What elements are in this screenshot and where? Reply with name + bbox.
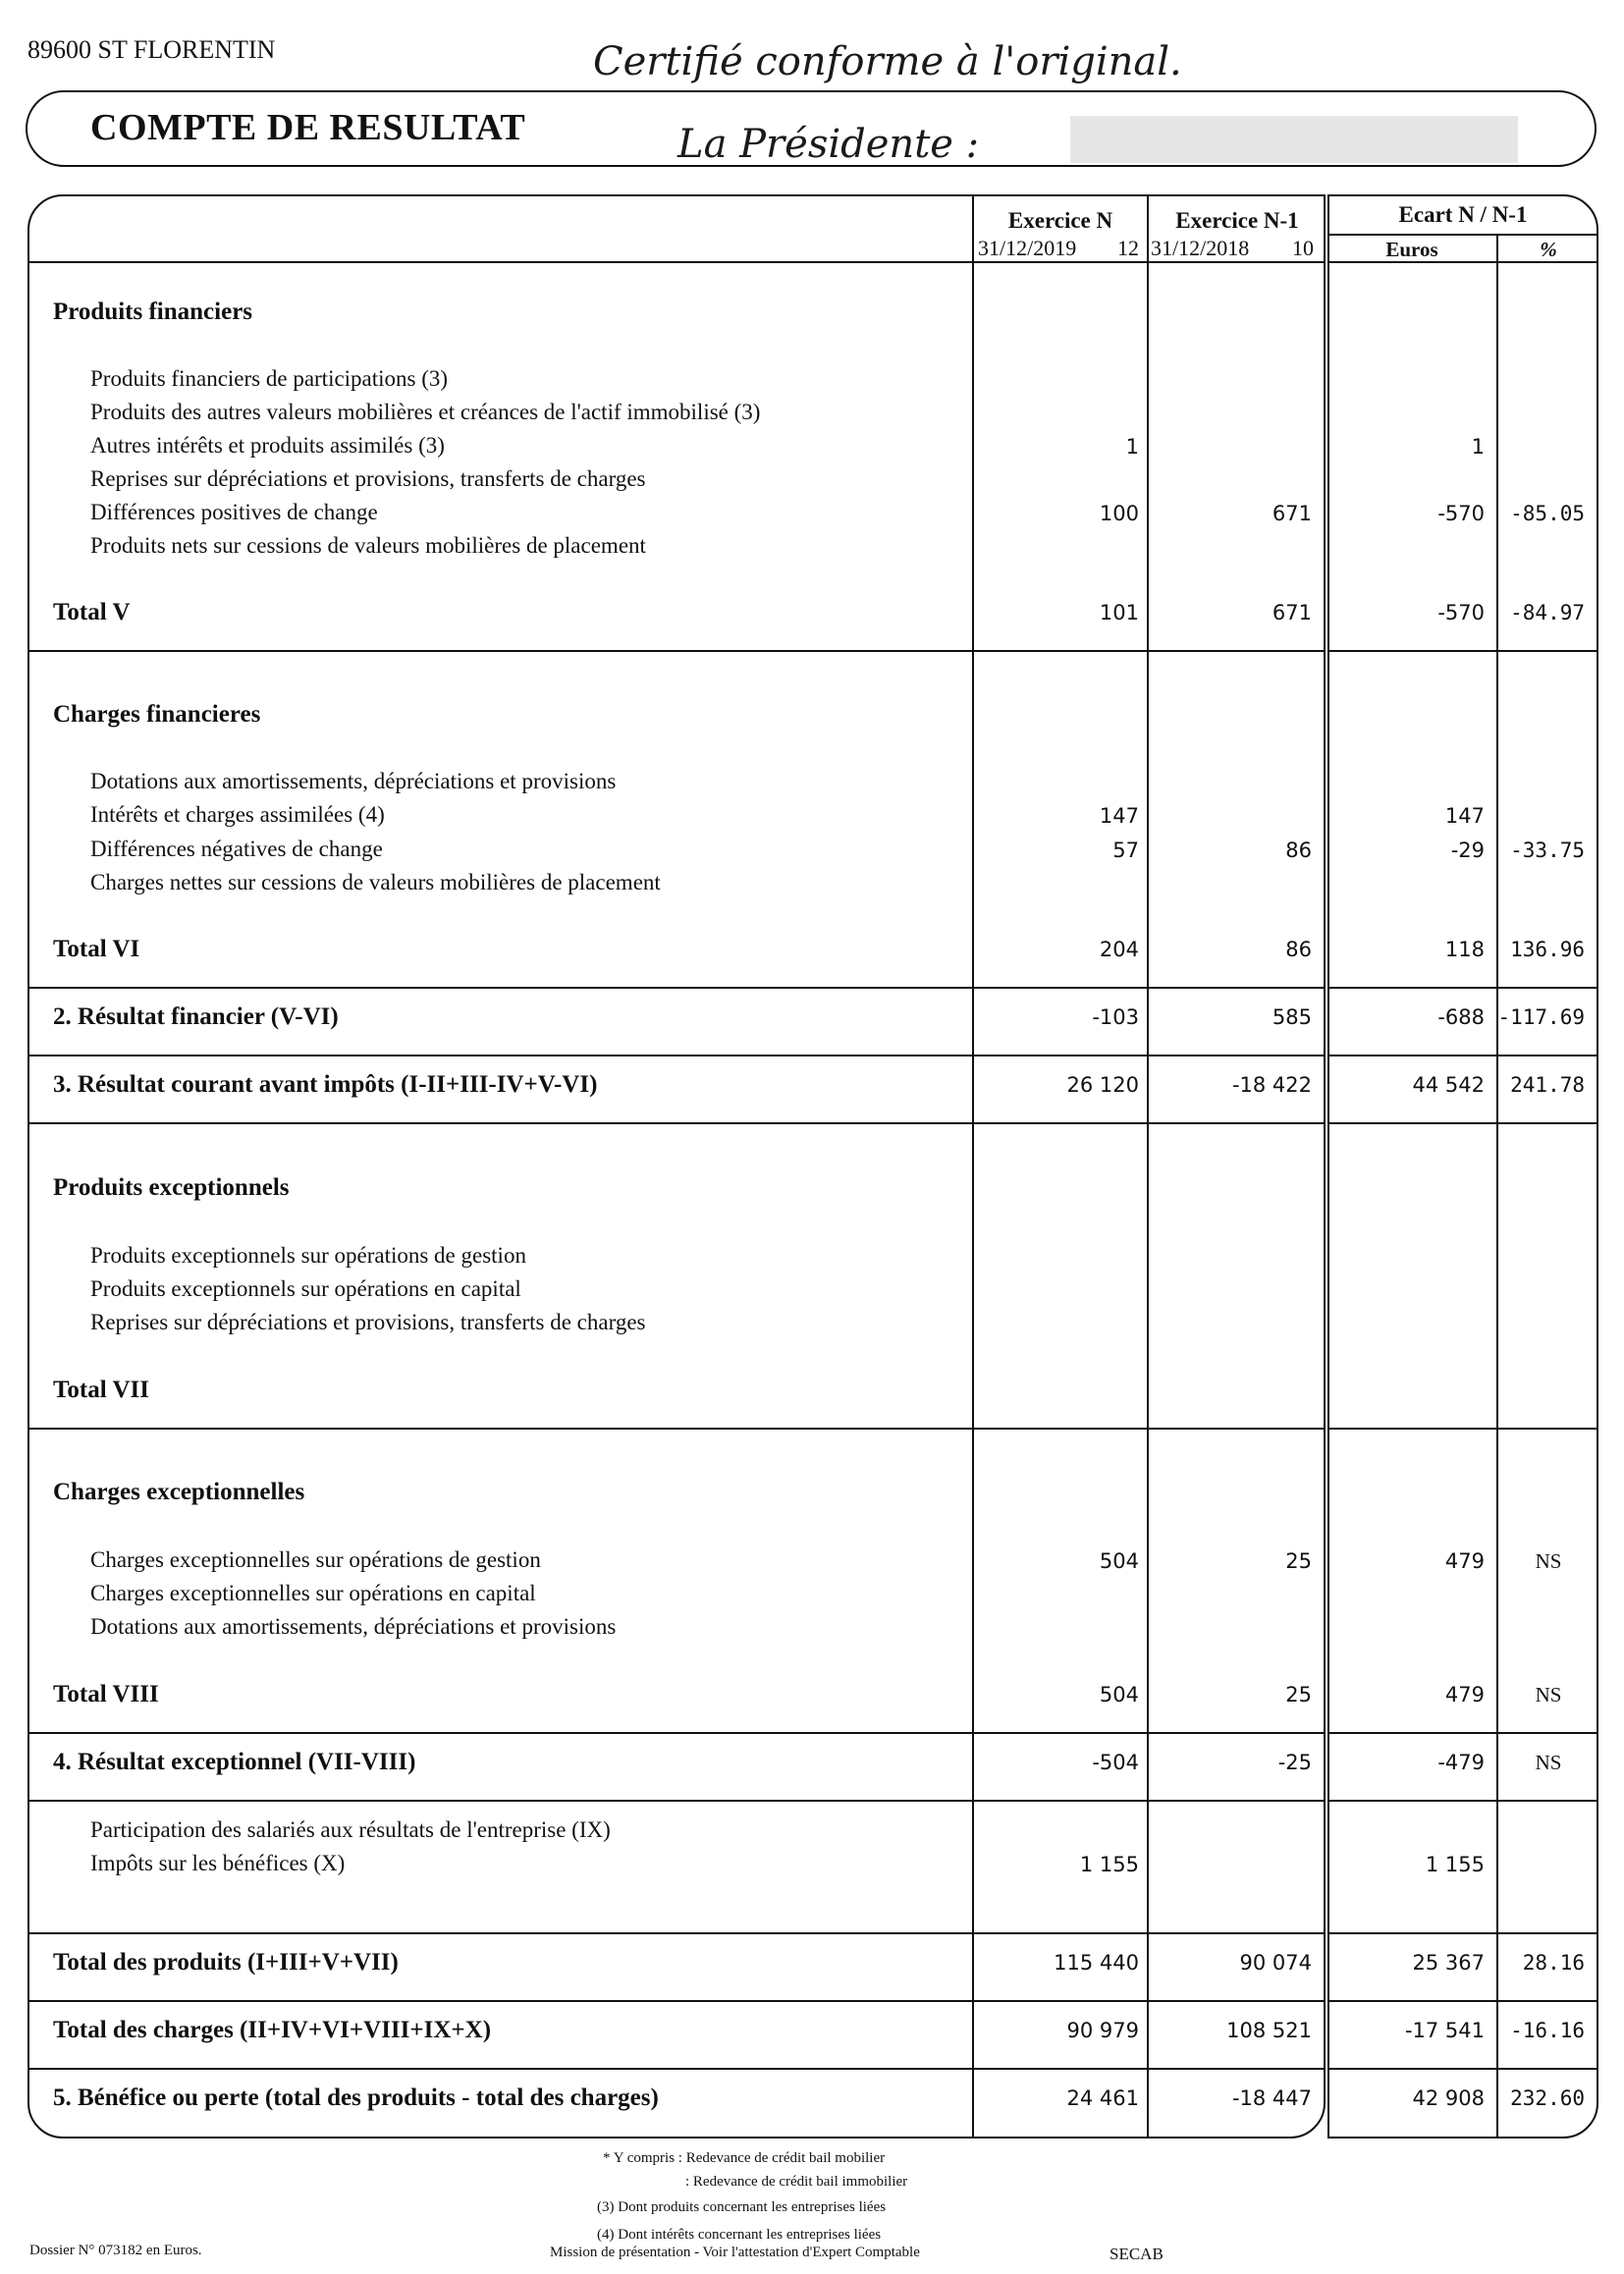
value-ecart: 25 367 [1412, 1951, 1485, 1975]
row-rule [27, 1428, 1326, 1430]
value-ecart: 147 [1444, 804, 1485, 828]
value-n: 26 120 [1066, 1073, 1139, 1097]
value-pct: -117.69 [1497, 1005, 1585, 1029]
col-header-n: Exercice N [1007, 208, 1113, 233]
total-row-label: Total V [53, 599, 131, 625]
line-item-label: Produits exceptionnels sur opérations en capital [90, 1276, 521, 1301]
line-item-label: Autres intérêts et produits assimilés (3) [90, 433, 445, 458]
section-heading: Produits exceptionnels [53, 1174, 290, 1201]
row-rule-ecart [1327, 1055, 1598, 1056]
col-header-pct: % [1540, 238, 1557, 261]
line-item-label: Charges nettes sur cessions de valeurs mobilières de placement [90, 870, 661, 894]
total-row-label: 2. Résultat financier (V-VI) [53, 1003, 339, 1030]
row-rule-ecart [1327, 1732, 1598, 1734]
value-pct: 232.60 [1510, 2086, 1585, 2110]
footer-mission: Mission de présentation - Voir l'attestation d'Expert Comptable [550, 2245, 920, 2260]
value-ecart: -17 541 [1404, 2019, 1485, 2042]
value-ecart: 1 155 [1425, 1853, 1485, 1876]
value-n1: 585 [1272, 1005, 1312, 1029]
header-rule [27, 261, 1326, 263]
value-n1: -25 [1277, 1751, 1312, 1774]
row-rule [27, 1932, 1326, 1934]
section-heading: Produits financiers [53, 298, 253, 325]
value-pct: -16.16 [1510, 2019, 1585, 2042]
column-divider-n1 [1147, 194, 1149, 2139]
handwritten-signatory: La Présidente : [677, 122, 980, 167]
col-months-n: 12 [1117, 236, 1139, 260]
note-produits-entreprises-liees: (3) Dont produits concernant les entreprises liées [597, 2199, 887, 2215]
row-rule-ecart [1327, 1800, 1598, 1802]
value-n1: 86 [1285, 839, 1312, 862]
row-rule [27, 650, 1326, 652]
row-rule [27, 1732, 1326, 1734]
value-n: 204 [1099, 938, 1139, 961]
value-pct: NS [1535, 1751, 1562, 1774]
value-n1: 671 [1272, 502, 1312, 525]
total-row-label: 5. Bénéfice ou perte (total des produits - total des charges) [53, 2084, 659, 2111]
line-item-label: Participation des salariés aux résultats de l'entreprise (IX) [90, 1817, 611, 1842]
value-ecart: -570 [1437, 502, 1485, 525]
value-pct: 28.16 [1522, 1951, 1585, 1975]
row-rule-ecart [1327, 2068, 1598, 2070]
row-rule [27, 2000, 1326, 2002]
ecart-subheader-rule [1327, 234, 1598, 236]
line-item-label: Impôts sur les bénéfices (X) [90, 1851, 346, 1875]
total-row-label: Total VI [53, 936, 140, 962]
note-interets-entreprises-liees: (4) Dont intérêts concernant les entreprises liées [597, 2227, 882, 2243]
value-n: 101 [1099, 601, 1139, 624]
line-item-label: Produits nets sur cessions de valeurs mobilières de placement [90, 533, 646, 558]
value-n: 1 [1125, 435, 1139, 459]
value-n1: 86 [1285, 938, 1312, 961]
section-heading: Charges financieres [53, 701, 261, 728]
total-row-label: Total des charges (II+IV+VI+VIII+IX+X) [53, 2017, 492, 2043]
total-row-label: 4. Résultat exceptionnel (VII-VIII) [53, 1749, 416, 1775]
value-n: 504 [1099, 1549, 1139, 1573]
column-divider-pct [1496, 234, 1498, 2139]
col-months-n1: 10 [1292, 236, 1314, 260]
line-item-label: Différences négatives de change [90, 837, 383, 861]
footer-firm: SECAB [1110, 2245, 1164, 2263]
line-item-label: Reprises sur dépréciations et provisions, transferts de charges [90, 466, 646, 491]
row-rule-ecart [1327, 650, 1598, 652]
value-n: 100 [1099, 502, 1139, 525]
footer-dossier: Dossier N° 073182 en Euros. [29, 2243, 202, 2258]
value-n1: 108 521 [1226, 2019, 1312, 2042]
page-title: COMPTE DE RESULTAT [90, 107, 526, 148]
value-n: -504 [1092, 1751, 1139, 1774]
value-n1: -18 422 [1231, 1073, 1312, 1097]
value-ecart: 118 [1444, 938, 1485, 961]
note-credit-bail-mobilier: * Y compris : Redevance de crédit bail mobilier [603, 2150, 886, 2166]
value-pct: -84.97 [1510, 601, 1585, 624]
handwritten-certification: Certifié conforme à l'original. [593, 39, 1182, 84]
col-header-ecart: Ecart N / N-1 [1398, 202, 1528, 227]
line-item-label: Charges exceptionnelles sur opérations de gestion [90, 1547, 541, 1572]
value-n1: 25 [1285, 1549, 1312, 1573]
row-rule-ecart [1327, 2000, 1598, 2002]
value-n1: 671 [1272, 601, 1312, 624]
value-n1: 25 [1285, 1683, 1312, 1706]
value-ecart: 479 [1444, 1683, 1485, 1706]
section-heading: Charges exceptionnelles [53, 1479, 305, 1505]
line-item-label: Produits exceptionnels sur opérations de gestion [90, 1243, 526, 1268]
value-n1: 90 074 [1239, 1951, 1312, 1975]
column-divider-n [972, 194, 974, 2139]
value-n: 504 [1099, 1683, 1139, 1706]
row-rule [27, 987, 1326, 989]
value-pct: NS [1535, 1549, 1562, 1573]
redacted-signature [1070, 116, 1518, 163]
company-city: 89600 ST FLORENTIN [27, 35, 276, 64]
value-ecart: 479 [1444, 1549, 1485, 1573]
value-n: 115 440 [1054, 1951, 1139, 1975]
value-n: 24 461 [1066, 2086, 1139, 2110]
line-item-label: Intérêts et charges assimilées (4) [90, 802, 385, 827]
row-rule [1327, 1932, 1598, 1934]
value-n: -103 [1092, 1005, 1139, 1029]
col-header-n1: Exercice N-1 [1175, 208, 1299, 233]
row-rule [27, 2068, 1326, 2070]
line-item-label: Différences positives de change [90, 500, 378, 524]
value-pct: NS [1535, 1683, 1562, 1706]
value-n: 1 155 [1079, 1853, 1139, 1876]
line-item-label: Dotations aux amortissements, dépréciations et provisions [90, 1614, 617, 1639]
value-pct: -33.75 [1510, 839, 1585, 862]
value-n1: -18 447 [1231, 2086, 1312, 2110]
value-ecart: 44 542 [1412, 1073, 1485, 1097]
row-rule [27, 1055, 1326, 1056]
value-n: 57 [1112, 839, 1139, 862]
col-date-n1: 31/12/2018 [1151, 236, 1250, 260]
line-item-label: Produits financiers de participations (3) [90, 366, 449, 391]
row-rule [27, 1800, 1326, 1802]
value-ecart: 42 908 [1412, 2086, 1485, 2110]
col-header-euros: Euros [1385, 238, 1438, 261]
row-rule [27, 1122, 1326, 1124]
total-row-label: Total VIII [53, 1681, 159, 1707]
value-pct: 136.96 [1510, 938, 1585, 961]
line-item-label: Charges exceptionnelles sur opérations en capital [90, 1581, 536, 1605]
row-rule-ecart [1327, 987, 1598, 989]
total-row-label: Total VII [53, 1377, 149, 1403]
value-pct: -85.05 [1510, 502, 1585, 525]
value-n: 90 979 [1066, 2019, 1139, 2042]
value-ecart: -570 [1437, 601, 1485, 624]
value-ecart: -29 [1450, 839, 1485, 862]
total-row-label: 3. Résultat courant avant impôts (I-II+III-IV+V-VI) [53, 1071, 598, 1098]
line-item-label: Produits des autres valeurs mobilières et créances de l'actif immobilisé (3) [90, 400, 761, 424]
value-ecart: -688 [1437, 1005, 1485, 1029]
note-credit-bail-immobilier: : Redevance de crédit bail immobilier [685, 2174, 908, 2190]
value-n: 147 [1099, 804, 1139, 828]
value-ecart: -479 [1437, 1751, 1485, 1774]
col-date-n: 31/12/2019 [978, 236, 1077, 260]
line-item-label: Dotations aux amortissements, dépréciations et provisions [90, 769, 617, 793]
row-rule-ecart [1327, 1428, 1598, 1430]
ecart-frame [1327, 194, 1598, 2139]
value-ecart: 1 [1471, 435, 1485, 459]
total-row-label: Total des produits (I+III+V+VII) [53, 1949, 399, 1976]
row-rule-ecart [1327, 1122, 1598, 1124]
line-item-label: Reprises sur dépréciations et provisions, transferts de charges [90, 1310, 646, 1334]
value-pct: 241.78 [1510, 1073, 1585, 1097]
